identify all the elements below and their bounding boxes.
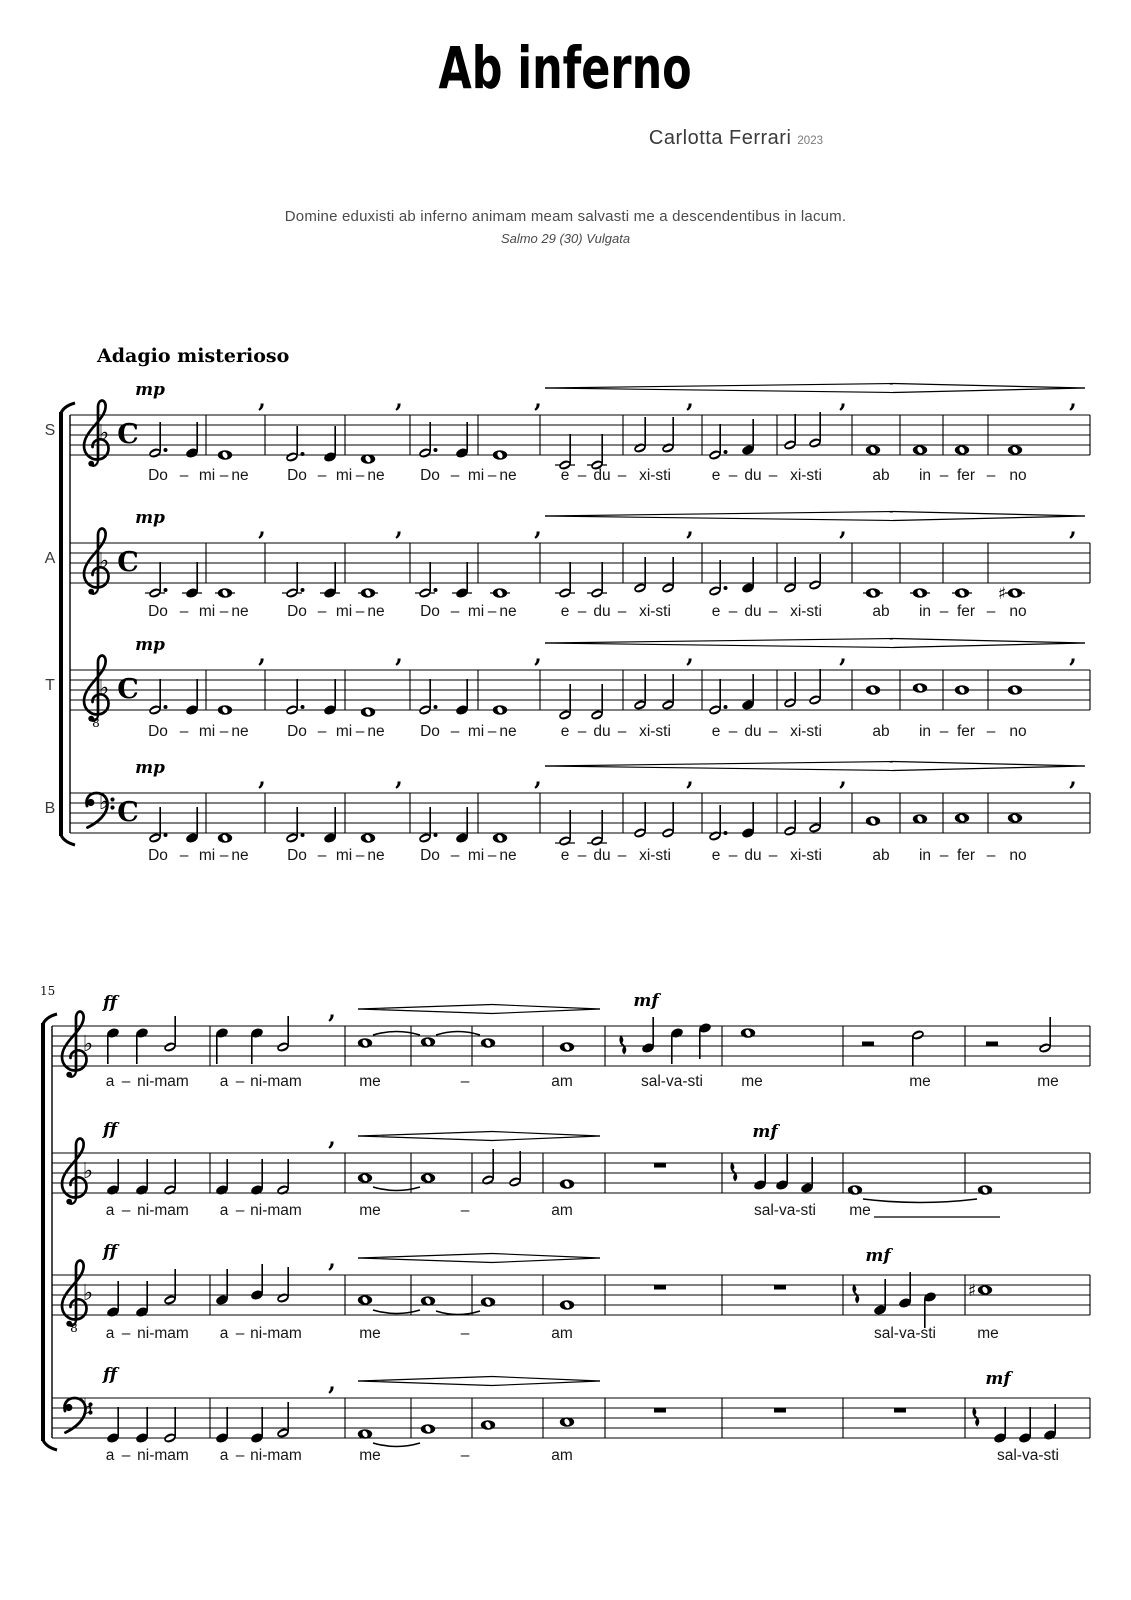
svg-text:–: – [986, 723, 996, 740]
svg-text:a: a [219, 1447, 229, 1464]
staff-system1-T [70, 635, 1090, 740]
svg-text:–: – [317, 723, 327, 740]
svg-text:du: du [593, 603, 611, 620]
svg-text:–: – [986, 603, 996, 620]
svg-text:a: a [105, 1073, 115, 1090]
svg-text:ff: ff [102, 993, 118, 1013]
svg-text:ni-mam: ni-mam [137, 1447, 189, 1464]
svg-text:du: du [744, 723, 762, 740]
svg-text:–: – [235, 1325, 245, 1342]
svg-text:ne: ne [367, 603, 385, 620]
svg-text:xi-sti: xi-sti [639, 603, 671, 620]
svg-text:–: – [317, 467, 327, 484]
svg-text:Do: Do [420, 467, 440, 484]
svg-text:ab: ab [872, 603, 890, 620]
svg-text:ne: ne [499, 847, 517, 864]
svg-text:no: no [1009, 603, 1027, 620]
svg-text:sal-va-sti: sal-va-sti [996, 1447, 1060, 1464]
svg-text:me: me [977, 1325, 999, 1342]
svg-text:mi: mi [467, 847, 485, 864]
svg-text:du: du [744, 467, 762, 484]
svg-text:–: – [355, 467, 365, 484]
svg-text:–: – [617, 603, 627, 620]
svg-text:mi: mi [335, 723, 353, 740]
svg-text:–: – [939, 847, 949, 864]
svg-text:Do: Do [420, 723, 440, 740]
svg-text:mp: mp [135, 635, 165, 655]
svg-text:me: me [359, 1202, 381, 1219]
svg-text:–: – [986, 467, 996, 484]
svg-text:–: – [577, 723, 587, 740]
svg-text:fer: fer [956, 723, 976, 740]
svg-text:–: – [235, 1073, 245, 1090]
svg-text:–: – [219, 723, 229, 740]
svg-text:♭: ♭ [98, 549, 110, 574]
svg-text:♭: ♭ [82, 1032, 94, 1057]
svg-text:8: 8 [92, 716, 100, 730]
staff-system2-T [52, 1242, 1090, 1342]
svg-text:am: am [551, 1202, 573, 1219]
measure-number: 15 [40, 984, 56, 998]
svg-text:,: , [258, 765, 266, 791]
staff-system2-B [52, 1365, 1090, 1464]
svg-text:Do: Do [148, 723, 168, 740]
svg-text:Do: Do [148, 467, 168, 484]
svg-text:–: – [121, 1073, 131, 1090]
svg-text:–: – [617, 723, 627, 740]
svg-text:Do: Do [148, 603, 168, 620]
system-2 [41, 991, 1090, 1464]
svg-text:ni-mam: ni-mam [250, 1325, 302, 1342]
svg-text:–: – [219, 847, 229, 864]
tempo-marking: Adagio misterioso [97, 345, 290, 367]
svg-text:–: – [460, 1202, 470, 1219]
svg-text:–: – [768, 603, 778, 620]
svg-text:Do: Do [287, 847, 307, 864]
svg-text:,: , [839, 515, 847, 541]
svg-text:,: , [534, 515, 542, 541]
svg-text:–: – [355, 847, 365, 864]
svg-text:me: me [359, 1073, 381, 1090]
svg-text:–: – [450, 603, 460, 620]
svg-text:–: – [577, 603, 587, 620]
svg-text:,: , [534, 642, 542, 668]
svg-text:no: no [1009, 467, 1027, 484]
svg-text:ff: ff [102, 1120, 118, 1140]
svg-text:–: – [939, 467, 949, 484]
svg-text:me: me [909, 1073, 931, 1090]
svg-text:,: , [395, 515, 403, 541]
page-title-text: Ab inferno [438, 34, 693, 102]
svg-text:mf: mf [865, 1246, 891, 1266]
svg-text:–: – [355, 723, 365, 740]
svg-text:–: – [235, 1447, 245, 1464]
svg-text:♭: ♭ [82, 1281, 94, 1306]
svg-text:–: – [768, 467, 778, 484]
composition-year: 2023 [797, 135, 823, 147]
svg-text:,: , [395, 387, 403, 413]
svg-text:mf: mf [985, 1369, 1011, 1389]
svg-text:mi: mi [198, 847, 216, 864]
svg-text:–: – [577, 467, 587, 484]
svg-text:ne: ne [367, 467, 385, 484]
staff-system2-A [52, 1120, 1090, 1219]
svg-text:Do: Do [287, 603, 307, 620]
svg-text:ni-mam: ni-mam [137, 1325, 189, 1342]
svg-text:ne: ne [367, 847, 385, 864]
svg-text:mp: mp [135, 508, 165, 528]
svg-text:me: me [849, 1202, 871, 1219]
svg-text:–: – [728, 723, 738, 740]
svg-text:–: – [728, 467, 738, 484]
svg-text:♭: ♭ [98, 676, 110, 701]
svg-text:C: C [117, 674, 139, 705]
svg-text:,: , [328, 1370, 336, 1396]
svg-text:,: , [395, 642, 403, 668]
staff-system1-A [70, 508, 1090, 620]
svg-text:Do: Do [420, 603, 440, 620]
svg-text:–: – [219, 603, 229, 620]
svg-text:,: , [328, 1125, 336, 1151]
svg-text:–: – [121, 1202, 131, 1219]
svg-text:mi: mi [198, 603, 216, 620]
svg-text:ne: ne [231, 467, 249, 484]
svg-text:–: – [986, 847, 996, 864]
svg-text:ab: ab [872, 847, 890, 864]
svg-text:ni-mam: ni-mam [250, 1447, 302, 1464]
svg-text:fer: fer [956, 603, 976, 620]
svg-text:am: am [551, 1325, 573, 1342]
svg-text:ne: ne [231, 847, 249, 864]
svg-text:am: am [551, 1447, 573, 1464]
svg-text:ni-mam: ni-mam [137, 1202, 189, 1219]
svg-text:♭: ♭ [98, 790, 110, 815]
svg-text:ne: ne [231, 723, 249, 740]
svg-text:8: 8 [70, 1321, 78, 1335]
svg-text:–: – [179, 603, 189, 620]
svg-text:–: – [179, 847, 189, 864]
svg-text:mi: mi [467, 603, 485, 620]
svg-text:,: , [258, 515, 266, 541]
svg-text:,: , [534, 765, 542, 791]
svg-text:–: – [768, 723, 778, 740]
svg-text:♯: ♯ [997, 584, 1007, 604]
svg-text:ni-mam: ni-mam [250, 1073, 302, 1090]
svg-text:e: e [711, 723, 721, 740]
svg-text:mp: mp [135, 758, 165, 778]
svg-text:–: – [450, 847, 460, 864]
staff-system1-S [70, 380, 1090, 484]
svg-text:xi-sti: xi-sti [790, 603, 822, 620]
svg-text:mi: mi [198, 723, 216, 740]
svg-text:,: , [395, 765, 403, 791]
svg-text:a: a [105, 1447, 115, 1464]
svg-text:,: , [258, 642, 266, 668]
svg-text:am: am [551, 1073, 573, 1090]
svg-text:Do: Do [287, 467, 307, 484]
svg-text:–: – [355, 603, 365, 620]
svg-text:mi: mi [467, 723, 485, 740]
svg-text:–: – [450, 467, 460, 484]
composer-name: Carlotta Ferrari [648, 127, 792, 149]
svg-text:,: , [839, 387, 847, 413]
svg-text:a: a [219, 1073, 229, 1090]
svg-text:♭: ♭ [82, 1395, 94, 1420]
svg-text:xi-sti: xi-sti [790, 723, 822, 740]
page-title [0, 34, 1131, 102]
svg-text:–: – [317, 847, 327, 864]
svg-text:a: a [219, 1202, 229, 1219]
epigraph-source: Salmo 29 (30) Vulgata [500, 231, 631, 246]
svg-text:ff: ff [102, 1365, 118, 1385]
svg-text:C: C [117, 419, 139, 450]
svg-text:e: e [560, 467, 570, 484]
svg-text:–: – [617, 847, 627, 864]
svg-text:–: – [235, 1202, 245, 1219]
svg-text:–: – [728, 847, 738, 864]
svg-text:C: C [117, 797, 139, 828]
svg-text:ni-mam: ni-mam [137, 1073, 189, 1090]
voice-label-soprano: S [44, 422, 56, 439]
voice-label-alto: A [44, 550, 56, 567]
svg-text:mi: mi [467, 467, 485, 484]
svg-text:xi-sti: xi-sti [639, 723, 671, 740]
svg-text:a: a [105, 1325, 115, 1342]
svg-text:du: du [593, 723, 611, 740]
staff-system1-B [70, 758, 1090, 864]
svg-text:–: – [487, 603, 497, 620]
svg-text:,: , [1069, 515, 1077, 541]
svg-text:♭: ♭ [98, 421, 110, 446]
svg-text:xi-sti: xi-sti [639, 847, 671, 864]
svg-text:–: – [450, 723, 460, 740]
svg-text:,: , [258, 387, 266, 413]
svg-text:fer: fer [956, 847, 976, 864]
svg-text:no: no [1009, 847, 1027, 864]
svg-text:Do: Do [148, 847, 168, 864]
svg-text:–: – [179, 723, 189, 740]
svg-text:mi: mi [335, 847, 353, 864]
svg-text:me: me [359, 1325, 381, 1342]
voice-label-bass: B [44, 800, 56, 817]
svg-text:ne: ne [499, 603, 517, 620]
svg-text:a: a [219, 1325, 229, 1342]
svg-text:,: , [839, 642, 847, 668]
svg-text:xi-sti: xi-sti [790, 847, 822, 864]
svg-text:Do: Do [287, 723, 307, 740]
svg-text:–: – [460, 1447, 470, 1464]
svg-text:–: – [487, 847, 497, 864]
svg-text:ff: ff [102, 1242, 118, 1262]
svg-text:du: du [593, 847, 611, 864]
svg-text:in: in [918, 603, 932, 620]
svg-text:me: me [359, 1447, 381, 1464]
svg-text:–: – [317, 603, 327, 620]
svg-text:–: – [939, 723, 949, 740]
svg-text:Do: Do [420, 847, 440, 864]
svg-text:,: , [686, 515, 694, 541]
svg-text:e: e [560, 603, 570, 620]
epigraph-text: Domine eduxisti ab inferno animam meam salvasti me a descendentibus in lacum. [284, 208, 847, 225]
svg-text:ne: ne [231, 603, 249, 620]
svg-text:ab: ab [872, 467, 890, 484]
svg-text:e: e [711, 847, 721, 864]
svg-text:e: e [711, 603, 721, 620]
svg-text:–: – [460, 1325, 470, 1342]
svg-text:–: – [179, 467, 189, 484]
svg-text:,: , [839, 765, 847, 791]
svg-text:e: e [711, 467, 721, 484]
svg-text:du: du [744, 847, 762, 864]
svg-text:–: – [768, 847, 778, 864]
svg-text:mf: mf [752, 1122, 778, 1142]
svg-text:–: – [121, 1325, 131, 1342]
svg-text:–: – [577, 847, 587, 864]
svg-text:,: , [534, 387, 542, 413]
svg-text:–: – [487, 467, 497, 484]
svg-text:,: , [328, 998, 336, 1024]
svg-text:sal-va-sti: sal-va-sti [640, 1073, 704, 1090]
svg-text:me: me [741, 1073, 763, 1090]
svg-text:sal-va-sti: sal-va-sti [753, 1202, 817, 1219]
svg-text:du: du [744, 603, 762, 620]
composer-line [649, 127, 823, 150]
svg-text:–: – [121, 1447, 131, 1464]
svg-text:–: – [728, 603, 738, 620]
svg-text:sal-va-sti: sal-va-sti [873, 1325, 937, 1342]
svg-text:e: e [560, 723, 570, 740]
svg-text:mi: mi [335, 467, 353, 484]
svg-text:du: du [593, 467, 611, 484]
svg-text:,: , [686, 765, 694, 791]
svg-text:♯: ♯ [967, 1281, 977, 1301]
system-1 [59, 380, 1090, 864]
svg-text:e: e [560, 847, 570, 864]
svg-text:,: , [686, 387, 694, 413]
svg-text:fer: fer [956, 467, 976, 484]
staff-system2-S [52, 991, 1090, 1090]
svg-text:in: in [918, 723, 932, 740]
svg-text:,: , [328, 1247, 336, 1273]
svg-text:no: no [1009, 723, 1027, 740]
svg-text:xi-sti: xi-sti [790, 467, 822, 484]
svg-text:in: in [918, 467, 932, 484]
svg-text:,: , [1069, 642, 1077, 668]
svg-text:ne: ne [499, 467, 517, 484]
svg-text:ni-mam: ni-mam [250, 1202, 302, 1219]
svg-text:mp: mp [135, 380, 165, 400]
svg-text:–: – [219, 467, 229, 484]
svg-text:mf: mf [633, 991, 659, 1011]
svg-text:–: – [487, 723, 497, 740]
svg-text:in: in [918, 847, 932, 864]
svg-text:mi: mi [335, 603, 353, 620]
voice-label-tenor: T [45, 677, 55, 694]
svg-text:,: , [1069, 765, 1077, 791]
svg-text:,: , [1069, 387, 1077, 413]
svg-text:a: a [105, 1202, 115, 1219]
svg-text:mi: mi [198, 467, 216, 484]
svg-text:me: me [1037, 1073, 1059, 1090]
svg-text:–: – [939, 603, 949, 620]
svg-text:–: – [617, 467, 627, 484]
svg-text:C: C [117, 547, 139, 578]
svg-text:ab: ab [872, 723, 890, 740]
svg-text:ne: ne [367, 723, 385, 740]
svg-text:♭: ♭ [82, 1159, 94, 1184]
svg-text:–: – [460, 1073, 470, 1090]
svg-text:ne: ne [499, 723, 517, 740]
svg-text:,: , [686, 642, 694, 668]
svg-text:xi-sti: xi-sti [639, 467, 671, 484]
